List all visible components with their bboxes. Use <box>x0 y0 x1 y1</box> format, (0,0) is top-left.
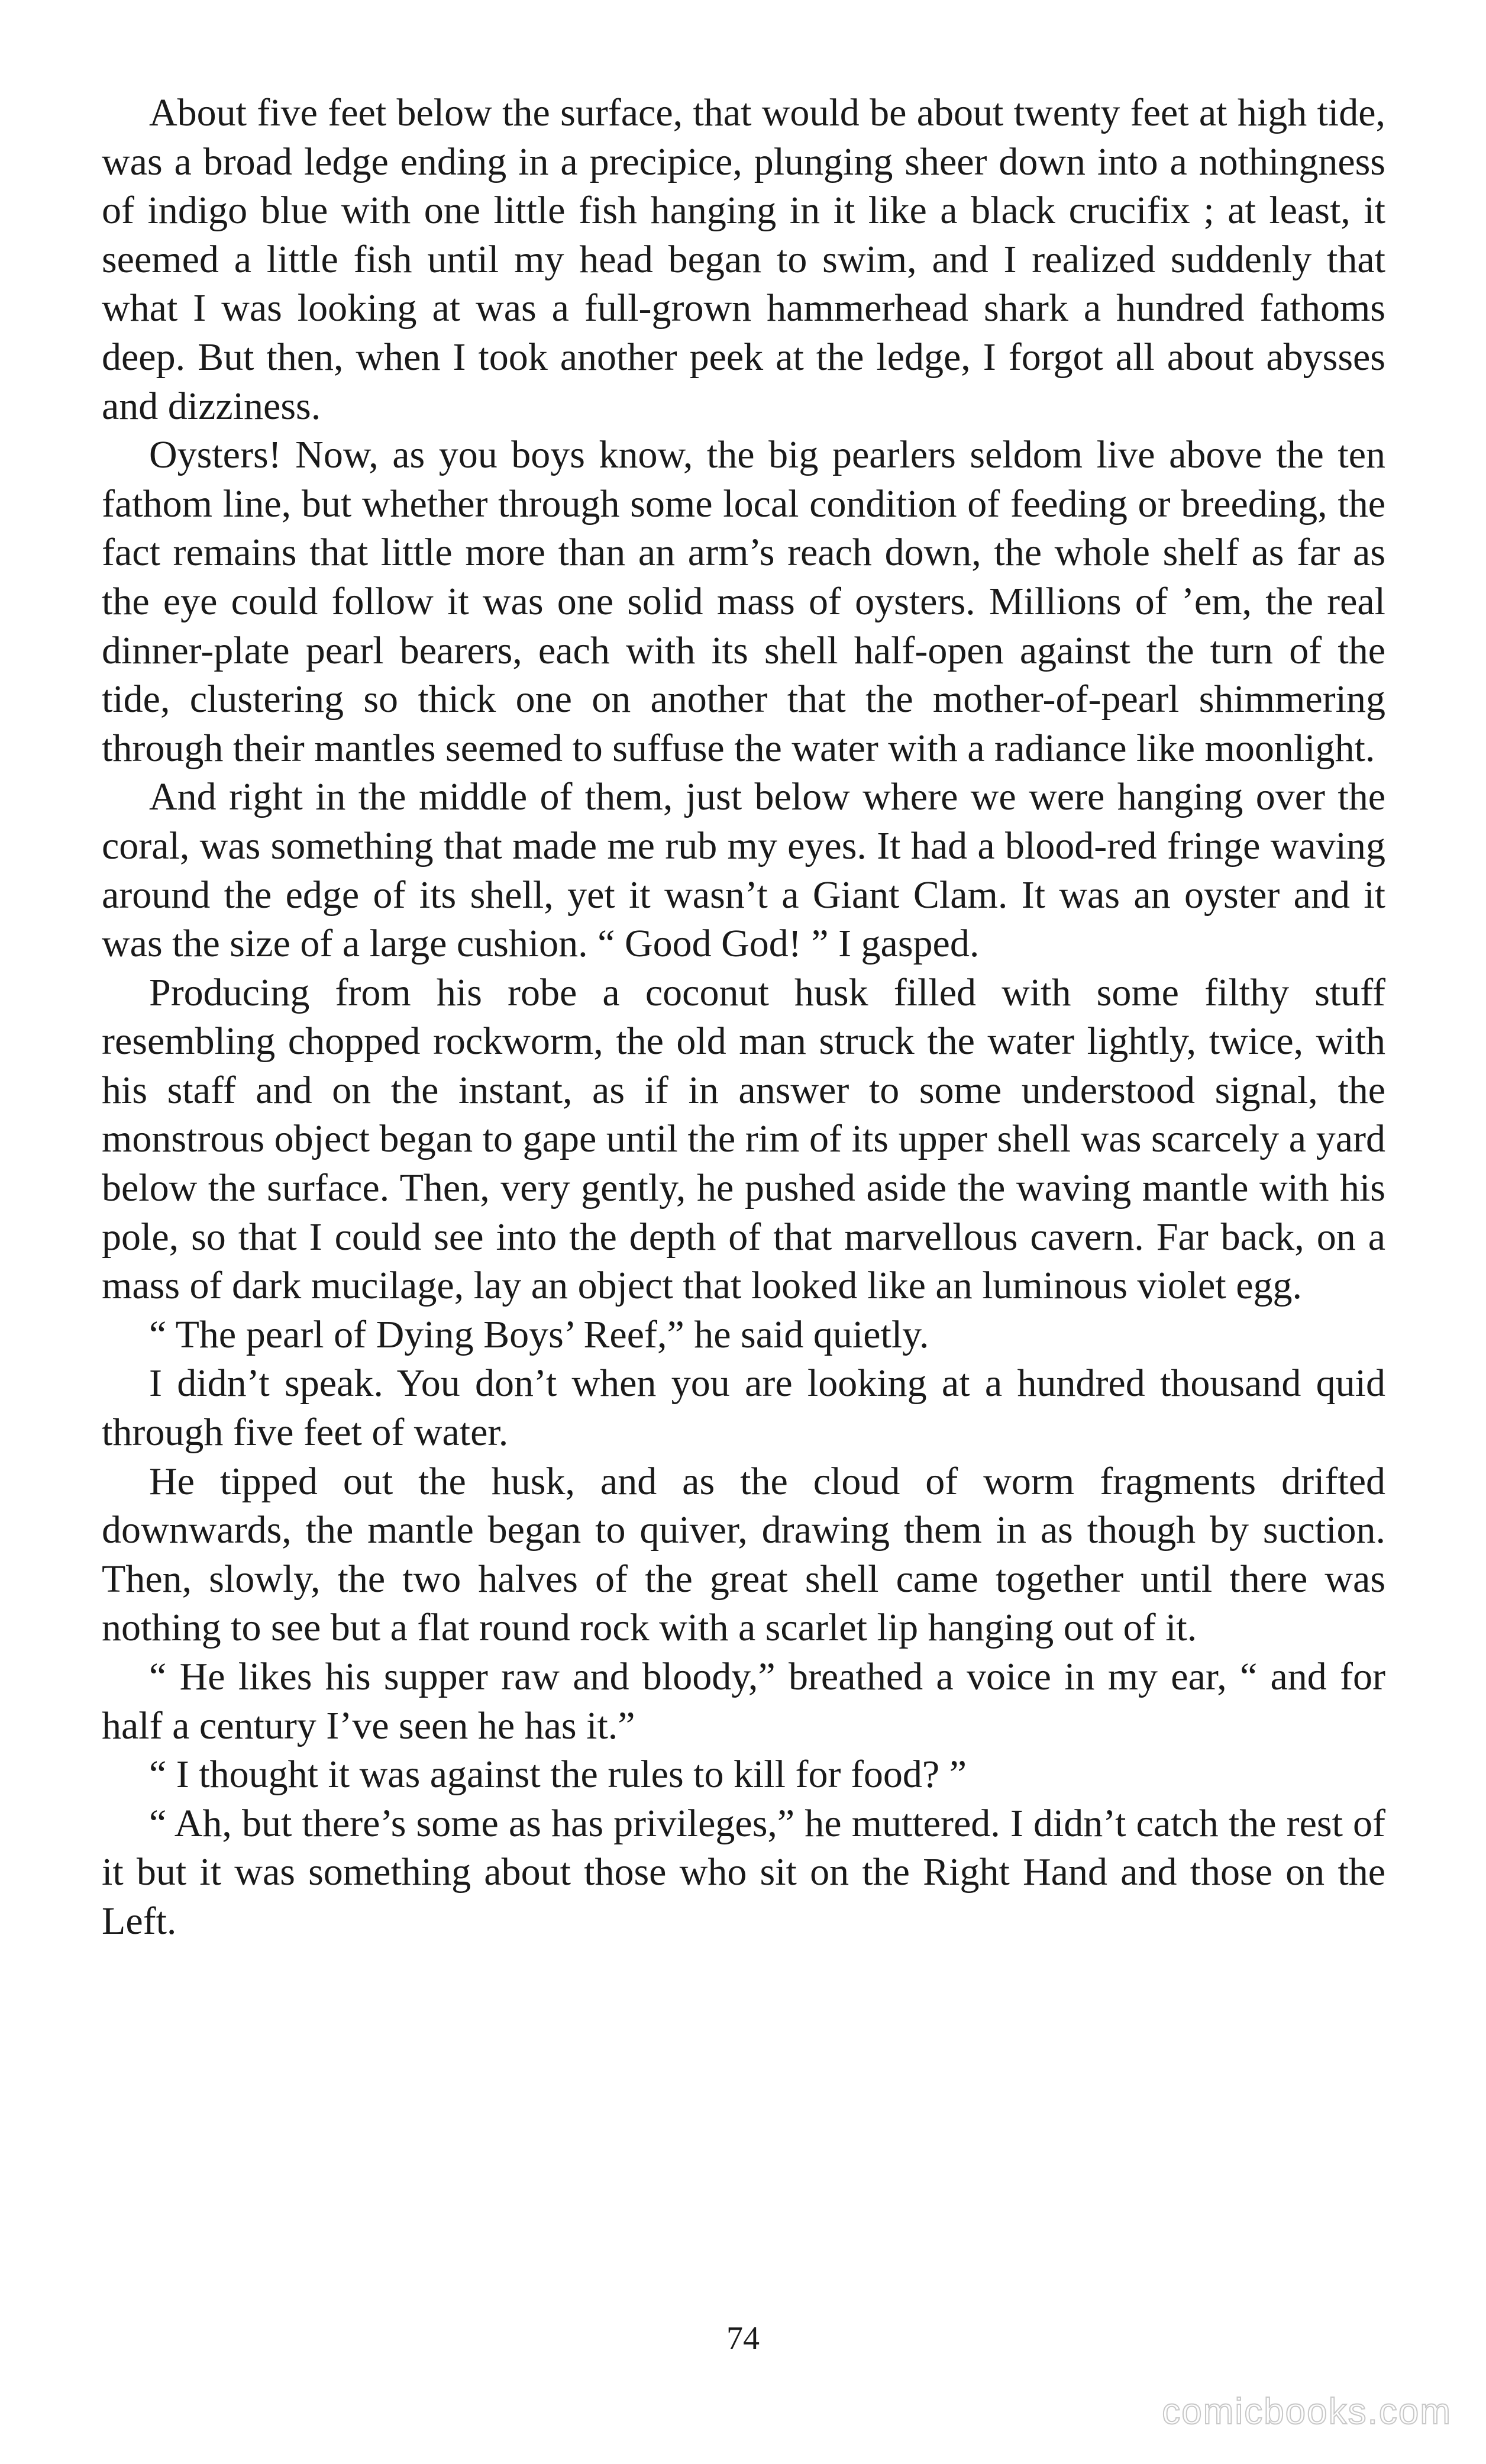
paragraph-didnt-speak: I didn’t speak. You don’t when you are looking at a hundred thousand quid through five feet of water. <box>102 1362 1385 1454</box>
paragraph-privileges: “ Ah, but there’s some as has privileges,” he muttered. I didn’t catch the rest of it but it was something about those who sit on the Right Hand and those on the Left. <box>102 1801 1385 1943</box>
body-text <box>102 89 1385 1946</box>
watermark-logo: comicbooks.com <box>1162 2391 1452 2432</box>
page-number: 74 <box>726 2320 760 2357</box>
paragraph-oysters: Oysters! Now, as you boys know, the big pearlers seldom live above the ten fathom line, but whether through some local condition of feeding or breeding, the fact remains that little more than an arm’s reach down, the whole shelf as far as the eye could follow it was one solid mass of oysters. Millions of ’em, the real dinner-plate pearl bearers, each with its shell half-open against the turn of the tide, clustering so thick one on another that the mother-of-pearl shimmering through their mantles seemed to suffuse the water with a radiance like moonlight. <box>102 433 1385 770</box>
paragraph-ledge: About five feet below the surface, that would be about twenty feet at high tide, was a broad ledge ending in a precipice, plunging sheer down into a nothingness of indigo blue with one little fish hanging in it like a black crucifix ; at least, it seemed a little fish until my head began to swim, and I realized suddenly that what I was looking at was a full-grown hammerhead shark a hundred fathoms deep. But then, when I took another peek at the ledge, I forgot all about abysses and dizziness. <box>102 91 1385 428</box>
paragraph-shell-closes: He tipped out the husk, and as the cloud of worm fragments drifted downwards, the mantle began to quiver, drawing them in as though by suction. Then, slowly, the two halves of the great shell came together until there was nothing to see but a flat round rock with a scarlet lip hanging out of it. <box>102 1459 1385 1650</box>
paragraph-giant-oyster: And right in the middle of them, just below where we were hanging over the coral, was something that made me rub my eyes. It had a blood-red fringe waving around the edge of its shell, yet it wasn’t a Giant Clam. It was an oyster and it was the size of a large cushion. “ Good God! ” I gasped. <box>102 775 1385 966</box>
paragraph-supper-quote: “ He likes his supper raw and bloody,” breathed a voice in my ear, “ and for half a century I’ve seen he has it.” <box>102 1655 1385 1747</box>
paragraph-coconut-husk: Producing from his robe a coconut husk filled with some filthy stuff resembling chopped rockworm, the old man struck the water lightly, twice, with his staff and on the instant, as if in answer to some understood signal, the monstrous object began to gape until the rim of its upper shell was scarcely a yard below the surface. Then, very gently, he pushed aside the waving mantle with his pole, so that I could see into the depth of that marvellous cavern. Far back, on a mass of dark mucilage, lay an object that looked like an luminous violet egg. <box>102 970 1385 1308</box>
paragraph-pearl-quote: “ The pearl of Dying Boys’ Reef,” he said quietly. <box>149 1312 929 1356</box>
paragraph-rules-quote: “ I thought it was against the rules to kill for food? ” <box>149 1753 967 1797</box>
